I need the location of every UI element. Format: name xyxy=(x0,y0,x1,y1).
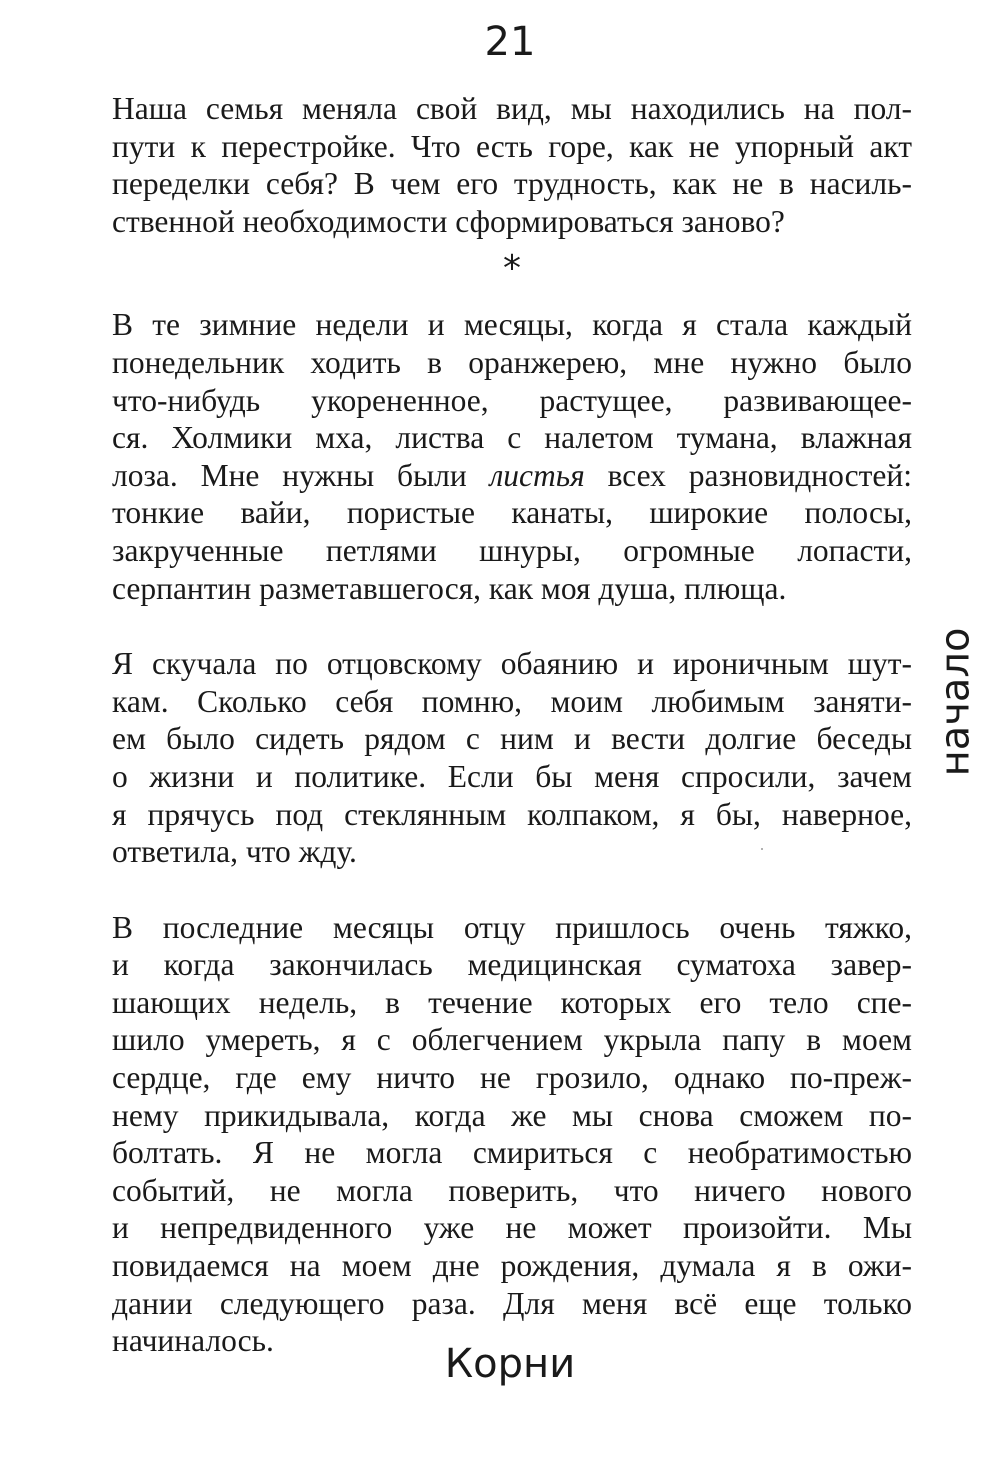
text-line: закрученные петлями шнуры, огромные лопасти, xyxy=(112,532,912,568)
text-line: событий, не могла поверить, что ничего нового xyxy=(112,1172,912,1208)
text-line: Наша семья меняла свой вид, мы находились на пол- xyxy=(112,91,912,126)
text-line: я прячусь под стеклянным колпаком, я бы, наверное, xyxy=(112,796,912,832)
text-segment: лоза. Мне нужны были xyxy=(112,457,490,493)
text-line: кам. Сколько себя помню, моим любимым заняти- xyxy=(112,683,912,719)
paragraph-1 xyxy=(112,90,912,240)
footer-title: Корни xyxy=(444,1341,576,1387)
text-line: ственной необходимости сформироваться заново? xyxy=(112,203,785,239)
page-number: 21 xyxy=(484,19,536,65)
text-line xyxy=(112,457,912,495)
text-line: ем было сидеть рядом с ним и вести долгие беседы xyxy=(112,721,912,757)
section-separator: * xyxy=(503,248,521,290)
text-line: переделки себя? В чем его трудность, как не в насиль- xyxy=(112,166,912,202)
text-line: серпантин разметавшегося, как моя душа, плюща. xyxy=(112,570,787,606)
text-line: болтать. Я не могла смириться с необратимостью xyxy=(112,1135,912,1171)
text-line: повидаемся на моем дне рождения, думала я в ожи- xyxy=(112,1248,912,1284)
side-label-text: начало xyxy=(932,627,979,777)
text-line: понедельник ходить в оранжерею, мне нужно было xyxy=(112,344,912,380)
print-speck xyxy=(761,848,763,850)
text-line: что-нибудь укорененное, растущее, развивающее- xyxy=(112,382,912,418)
body-text xyxy=(112,90,912,1360)
text-line: В те зимние недели и месяцы, когда я стала каждый xyxy=(112,307,912,343)
text-line: тонкие вайи, пористые канаты, широкие полосы, xyxy=(112,495,912,531)
text-segment: всех разновидностей: xyxy=(584,457,912,493)
text-line: нему прикидывала, когда же мы снова сможем по- xyxy=(112,1097,912,1133)
emphasized-word: листья xyxy=(489,457,585,493)
text-line: Я скучала по отцовскому обаянию и ироничным шут- xyxy=(112,646,912,682)
text-line: и непредвиденного уже не может произойти. Мы xyxy=(112,1210,912,1246)
text-line: шающих недель, в течение которых его тело спе- xyxy=(112,984,912,1020)
text-line: ответила, что жду. xyxy=(112,834,357,870)
text-line: ся. Холмики мха, листва с налетом тумана, влажная xyxy=(112,420,912,456)
side-label xyxy=(930,612,980,792)
text-line: В последние месяцы отцу пришлось очень тяжко, xyxy=(112,909,912,945)
text-line: и когда закончилась медицинская суматоха завер- xyxy=(112,947,912,983)
text-line: шило умереть, я с облегчением укрыла папу в моем xyxy=(112,1022,912,1058)
paragraph-3 xyxy=(112,645,912,871)
text-line: пути к перестройке. Что есть горе, как не упорный акт xyxy=(112,128,912,164)
text-line: о жизни и политике. Если бы меня спросили, зачем xyxy=(112,758,912,794)
text-line: начиналось. xyxy=(112,1323,274,1359)
paragraph-4 xyxy=(112,909,912,1360)
paragraph-2 xyxy=(112,306,912,607)
text-line: сердце, где ему ничто не грозило, однако по-преж- xyxy=(112,1060,912,1096)
text-line: дании следующего раза. Для меня всё еще только xyxy=(112,1285,912,1321)
